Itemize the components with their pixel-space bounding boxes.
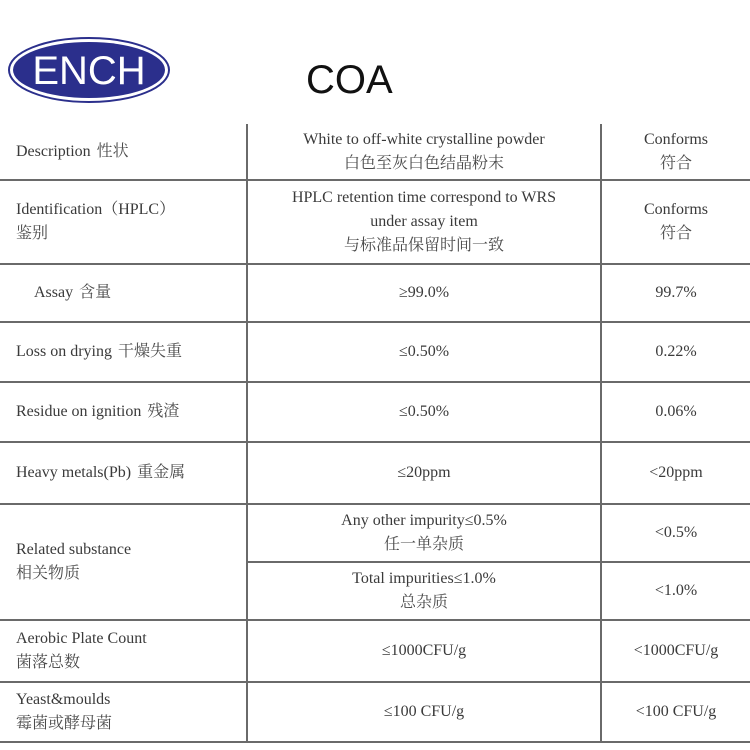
item-cell: Aerobic Plate Count 菌落总数 xyxy=(0,620,247,682)
spec-cell: ≥99.0% xyxy=(247,264,601,322)
spec-cell: ≤0.50% xyxy=(247,322,601,382)
spec-cell: White to off-white crystalline powder 白色至灰白色结晶粉末 xyxy=(247,124,601,180)
spec-cell: Total impurities≤1.0% 总杂质 xyxy=(247,562,601,620)
table-row xyxy=(0,124,750,180)
result-cell: <20ppm xyxy=(601,442,750,504)
item-cell: Identification（HPLC） 鉴别 xyxy=(0,180,247,264)
result-cell: 0.06% xyxy=(601,382,750,442)
table-row xyxy=(0,682,750,742)
item-cell: Description 性状 xyxy=(0,124,247,180)
table-row xyxy=(0,180,750,264)
table-row xyxy=(0,264,750,322)
table-row xyxy=(0,442,750,504)
result-cell: <100 CFU/g xyxy=(601,682,750,742)
result-cell: Conforms 符合 xyxy=(601,124,750,180)
spec-cell: ≤0.50% xyxy=(247,382,601,442)
spec-cell: ≤1000CFU/g xyxy=(247,620,601,682)
page-title: COA xyxy=(306,58,393,102)
result-cell: <1000CFU/g xyxy=(601,620,750,682)
result-cell: <0.5% xyxy=(601,504,750,562)
result-cell: 99.7% xyxy=(601,264,750,322)
table-row xyxy=(0,620,750,682)
spec-cell: Any other impurity≤0.5% 任一单杂质 xyxy=(247,504,601,562)
table-row xyxy=(0,382,750,442)
item-cell: Related substance 相关物质 xyxy=(0,504,247,620)
logo-text: ENCH xyxy=(32,49,146,93)
ench-logo xyxy=(8,37,170,103)
item-cell: Yeast&moulds 霉菌或酵母菌 xyxy=(0,682,247,742)
coa-table xyxy=(0,124,750,743)
spec-cell: ≤20ppm xyxy=(247,442,601,504)
table-row xyxy=(0,322,750,382)
item-cell: Assay 含量 xyxy=(0,264,247,322)
item-cell: Heavy metals(Pb) 重金属 xyxy=(0,442,247,504)
result-cell: <1.0% xyxy=(601,562,750,620)
result-cell: 0.22% xyxy=(601,322,750,382)
item-cell: Residue on ignition 残渣 xyxy=(0,382,247,442)
result-cell: Conforms 符合 xyxy=(601,180,750,264)
spec-cell: ≤100 CFU/g xyxy=(247,682,601,742)
table-row xyxy=(0,504,750,562)
spec-cell: HPLC retention time correspond to WRS under assay item 与标准品保留时间一致 xyxy=(247,180,601,264)
item-cell: Loss on drying 干燥失重 xyxy=(0,322,247,382)
